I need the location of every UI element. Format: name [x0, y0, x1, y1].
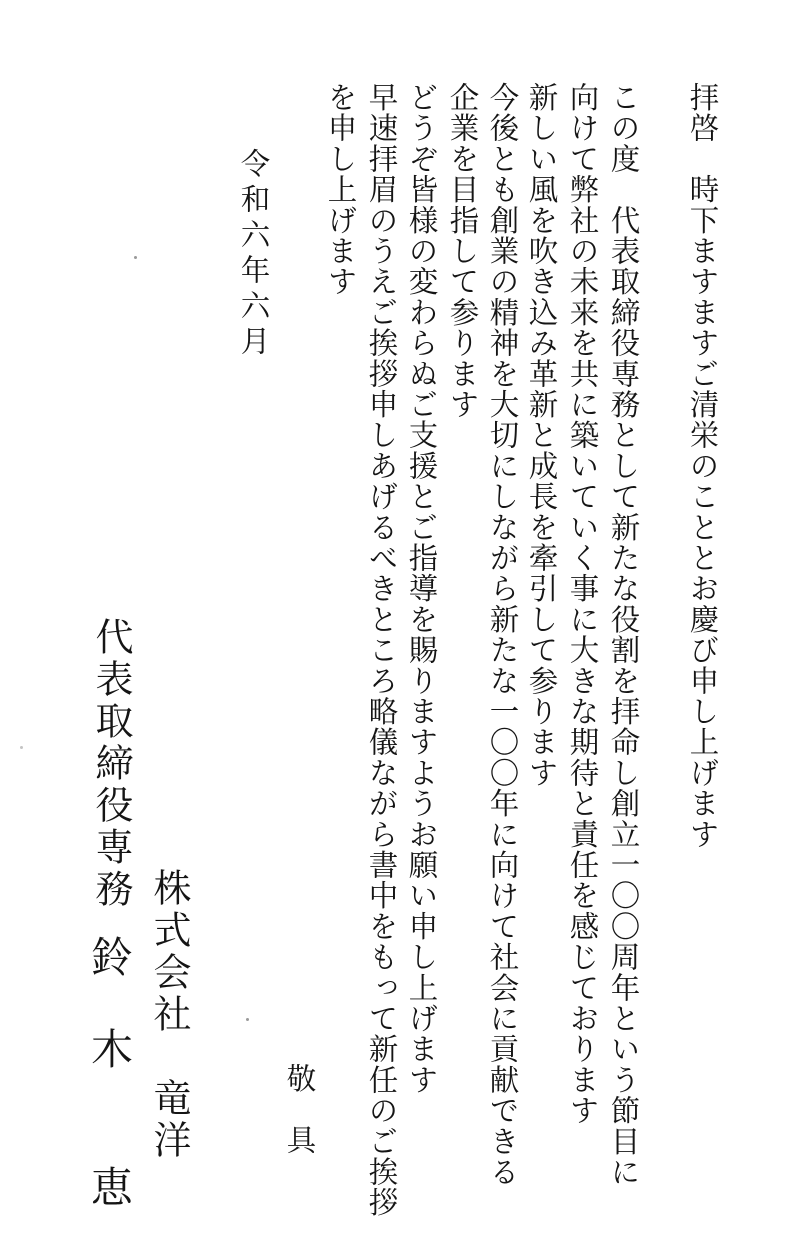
closing-keigu: 敬 具 — [282, 1063, 317, 1156]
company-name: 株式会社 竜洋 — [147, 868, 191, 1162]
body-line-1: この度 代表取締役専務として新たな役割を拝命し創立一〇〇周年という節目に — [606, 82, 641, 1188]
scan-speck — [20, 746, 23, 749]
body-line-6: どうぞ皆様の変わらぬご支援とご指導を賜りますようお願い申し上げます — [404, 82, 439, 1096]
scan-speck — [134, 256, 137, 259]
signer-name: 鈴 木 恵 — [85, 935, 134, 1211]
greeting-line: 拝啓 時下ますますご清栄のこととお慶び申し上げます — [685, 82, 720, 850]
body-line-4: 今後とも創業の精神を大切にしながら新たな一〇〇年に向けて社会に貢献できる — [485, 82, 520, 1188]
signer-title: 代表取締役専務 — [89, 617, 133, 911]
body-line-5: 企業を目指して参ります — [445, 82, 480, 420]
body-line-2: 向けて弊社の未来を共に築いていく事に大きな期待と責任を感じております — [565, 82, 600, 1126]
scan-speck — [246, 1018, 249, 1021]
body-line-3: 新しい風を吹き込み革新と成長を牽引して参ります — [524, 82, 559, 789]
date-line: 令和六年六月 — [236, 148, 271, 361]
body-line-8: を申し上げます — [323, 82, 358, 297]
body-line-7: 早速拝眉のうえご挨拶申しあげるべきところ略儀ながら書中をもって新任のご挨拶 — [364, 82, 399, 1218]
